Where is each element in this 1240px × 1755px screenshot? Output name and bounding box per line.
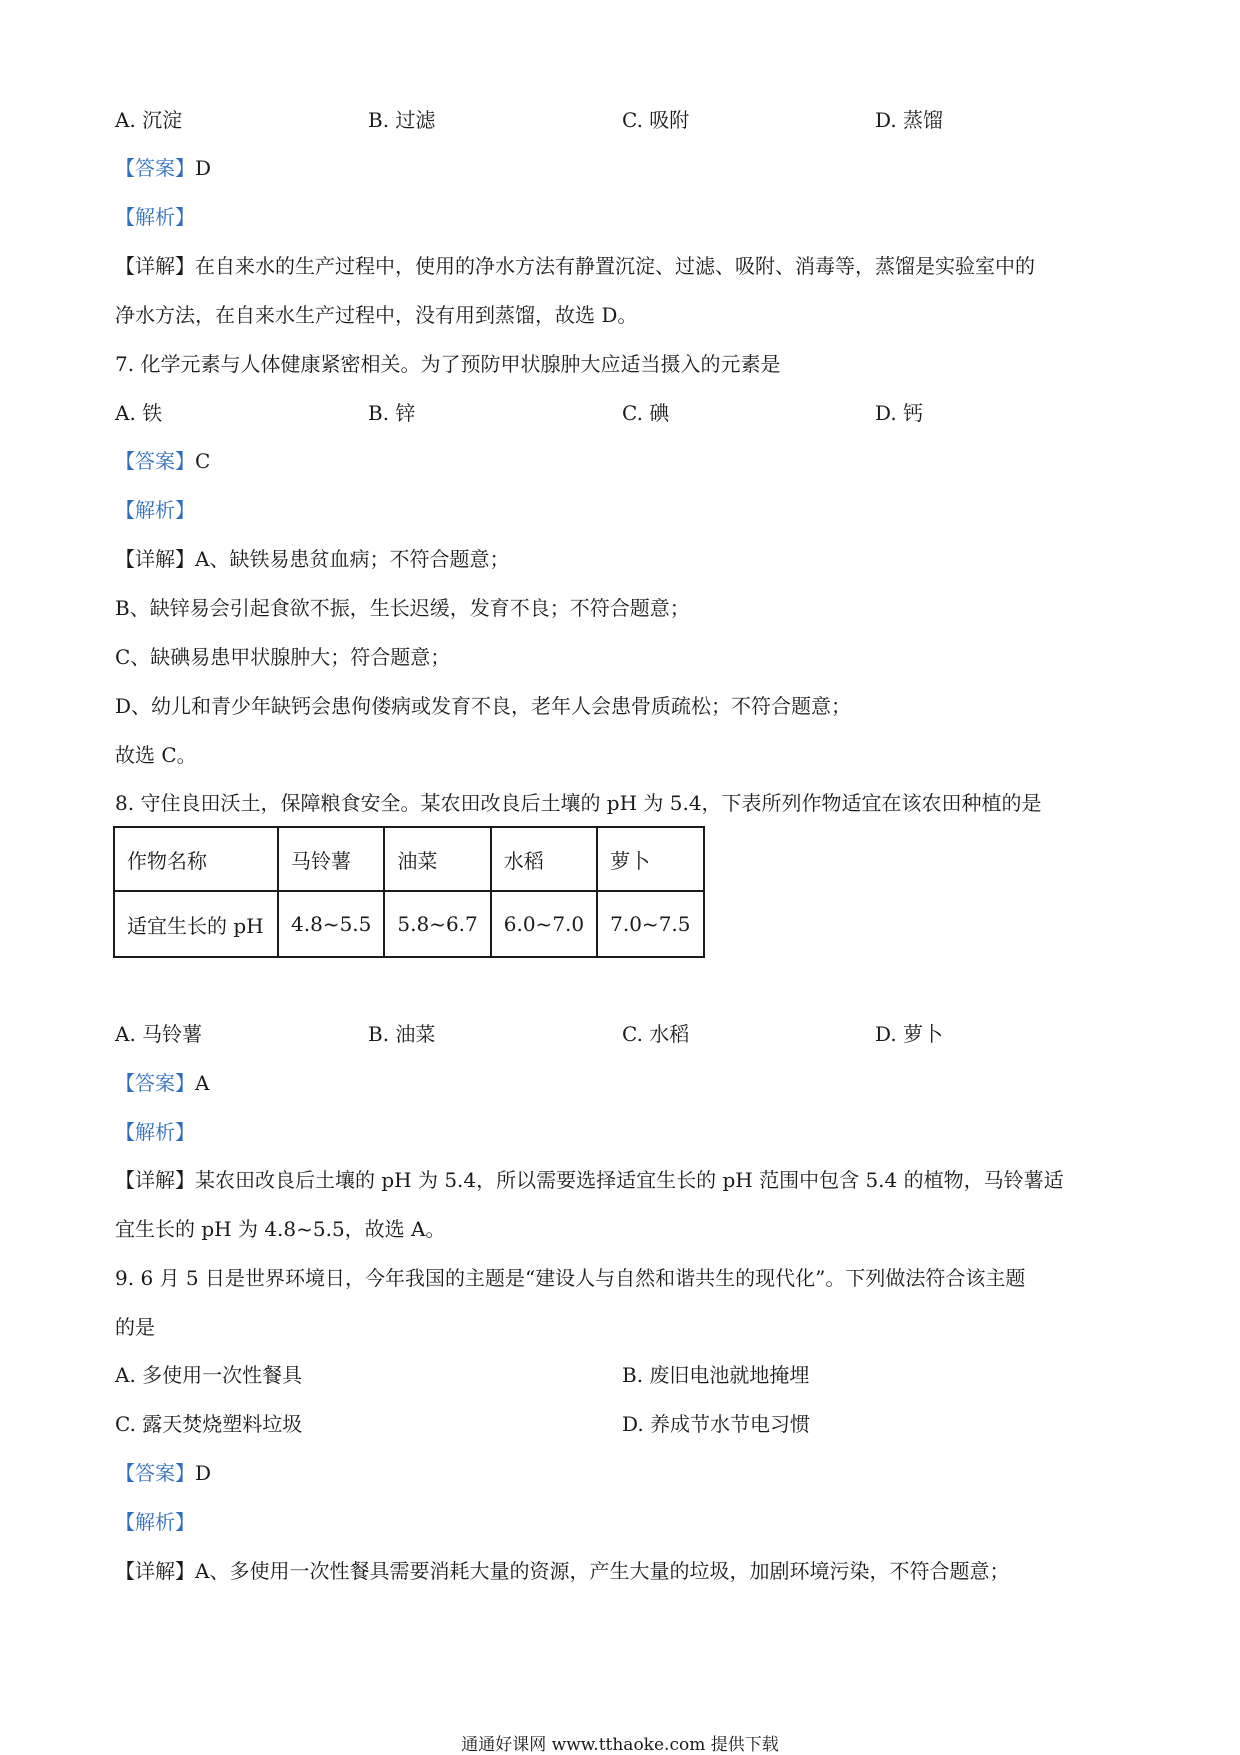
q9-option-c: C. 露天焚烧塑料垃圾 [115,1412,303,1436]
detail-tag: 【详解】 [115,1168,195,1192]
answer-value: D [195,156,212,180]
q9-answer [115,1459,211,1487]
detail-tag: 【详解】 [115,254,195,278]
q7-question: 7. 化学元素与人体健康紧密相关。为了预防甲状腺肿大应适当摄入的元素是 [115,352,781,376]
table-cell: 适宜生长的 pH [114,891,278,957]
analysis-tag: 【解析】 [115,1510,195,1534]
q6-option-d: D. 蒸馏 [875,108,944,132]
q6-option-c: C. 吸附 [622,108,690,132]
q8-detail-line-1 [115,1166,1064,1194]
q7-detail-line-3: C、缺碘易患甲状腺肿大；符合题意； [115,645,451,669]
q8-option-b: B. 油菜 [368,1022,436,1046]
q8-analysis [115,1118,195,1146]
q9-question-line-2: 的是 [115,1315,155,1339]
table-cell: 水稻 [491,827,597,891]
q7-detail-line-1 [115,545,509,573]
answer-tag: 【答案】 [115,449,195,473]
q6-option-b: B. 过滤 [368,108,436,132]
q8-detail-line-2: 宜生长的 pH 为 4.8~5.5，故选 A。 [115,1217,446,1241]
q8-answer [115,1069,209,1097]
q9-option-b: B. 废旧电池就地掩埋 [622,1363,810,1387]
table-cell: 5.8~6.7 [384,891,490,957]
table-row [114,891,704,957]
table-cell: 油菜 [384,827,490,891]
q6-answer [115,154,211,182]
table-cell: 7.0~7.5 [597,891,703,957]
q7-option-a: A. 铁 [115,401,163,425]
q7-option-d: D. 钙 [875,401,924,425]
q7-answer [115,447,210,475]
q7-option-c: C. 碘 [622,401,670,425]
q7-detail-line-5: 故选 C。 [115,743,197,767]
table-cell: 作物名称 [114,827,278,891]
table-row [114,827,704,891]
q8-option-a: A. 马铃薯 [115,1022,203,1046]
q8-option-d: D. 萝卜 [875,1022,944,1046]
detail-text: 某农田改良后土壤的 pH 为 5.4，所以需要选择适宜生长的 pH 范围中包含 5.4 的植物，马铃薯适 [195,1168,1064,1192]
detail-text: A、多使用一次性餐具需要消耗大量的资源，产生大量的垃圾，加剧环境污染，不符合题意； [195,1559,1010,1583]
q7-detail-line-2: B、缺锌易会引起食欲不振，生长迟缓，发育不良；不符合题意； [115,596,690,620]
table-cell: 马铃薯 [278,827,384,891]
q6-detail-line-1 [115,252,1035,280]
q8-option-c: C. 水稻 [622,1022,690,1046]
q9-detail-line-1 [115,1557,1009,1585]
q8-question: 8. 守住良田沃土，保障粮食安全。某农田改良后土壤的 pH 为 5.4，下表所列作物适宜在该农田种植的是 [115,791,1042,815]
answer-tag: 【答案】 [115,156,195,180]
q9-question-line-1: 9. 6 月 5 日是世界环境日，今年我国的主题是“建设人与自然和谐共生的现代化”。下列做法符合该主题 [115,1266,1026,1290]
answer-value: D [195,1461,212,1485]
q7-option-b: B. 锌 [368,401,416,425]
q9-option-d: D. 养成节水节电习惯 [622,1412,811,1436]
q6-option-a: A. 沉淀 [115,108,183,132]
q9-option-a: A. 多使用一次性餐具 [115,1363,303,1387]
page-footer: 通通好课网 www.tthaoke.com 提供下载 [461,1735,779,1755]
answer-value: A [195,1071,210,1095]
table-cell: 萝卜 [597,827,703,891]
q6-detail-line-2: 净水方法，在自来水生产过程中，没有用到蒸馏，故选 D。 [115,303,638,327]
analysis-tag: 【解析】 [115,1120,195,1144]
analysis-tag: 【解析】 [115,205,195,229]
table-cell: 4.8~5.5 [278,891,384,957]
detail-text: 在自来水的生产过程中，使用的净水方法有静置沉淀、过滤、吸附、消毒等，蒸馏是实验室中的 [195,254,1035,278]
detail-text: A、缺铁易患贫血病；不符合题意； [195,547,510,571]
detail-tag: 【详解】 [115,1559,195,1583]
q7-analysis [115,496,195,524]
q7-detail-line-4: D、幼儿和青少年缺钙会患佝偻病或发育不良，老年人会患骨质疏松；不符合题意； [115,694,852,718]
answer-tag: 【答案】 [115,1461,195,1485]
detail-tag: 【详解】 [115,547,195,571]
answer-tag: 【答案】 [115,1071,195,1095]
q9-analysis [115,1508,195,1536]
q6-analysis [115,203,195,231]
answer-value: C [195,449,211,473]
table-cell: 6.0~7.0 [491,891,597,957]
crop-ph-table [113,826,705,958]
analysis-tag: 【解析】 [115,498,195,522]
